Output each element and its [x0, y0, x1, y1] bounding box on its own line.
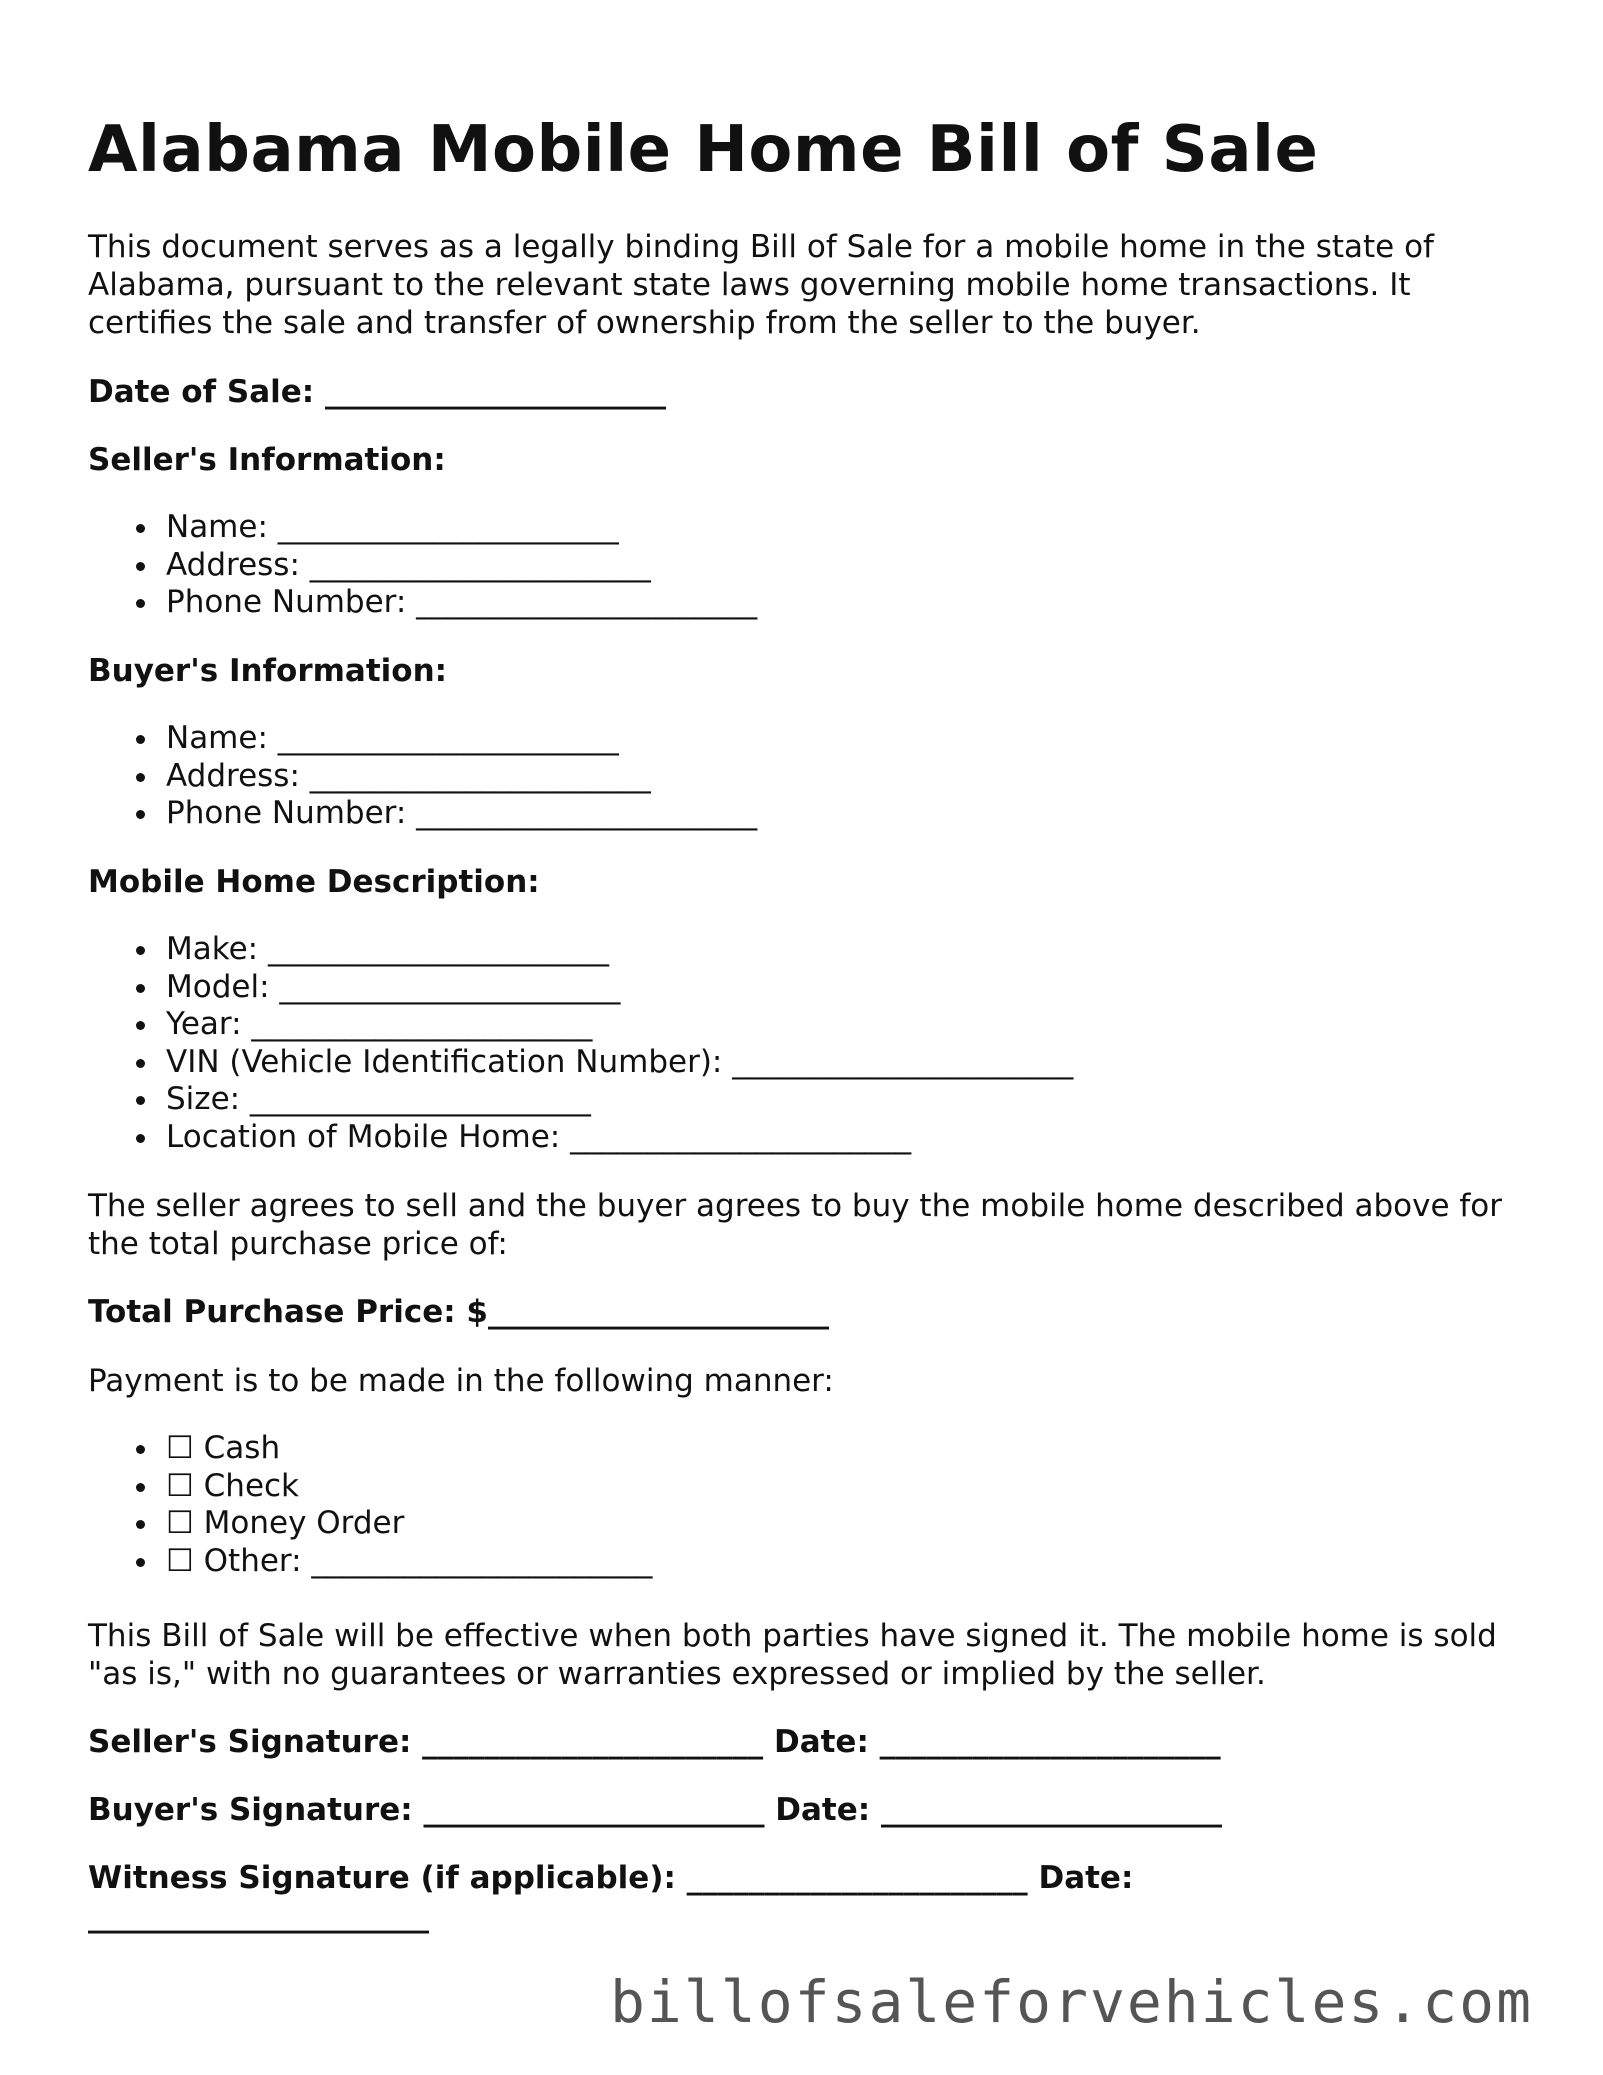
home-vin-field[interactable]: VIN (Vehicle Identification Number): ______________________ [166, 1043, 1074, 1080]
total-price-field[interactable]: Total Purchase Price: $______________________ [88, 1294, 829, 1330]
home-model-field[interactable]: Model: ______________________ [166, 969, 1073, 1007]
payment-money-order-checkbox[interactable]: ☐ Money Order [166, 1505, 652, 1543]
home-description-heading: Mobile Home Description: [88, 864, 540, 900]
buyer-signature-line[interactable]: Buyer's Signature: ______________________ Date: ______________________ [88, 1792, 1222, 1828]
document-title: Alabama Mobile Home Bill of Sale [88, 113, 1319, 187]
seller-info-list [130, 509, 757, 622]
home-location-field[interactable]: Location of Mobile Home: ______________________ [166, 1119, 1073, 1157]
payment-cash-checkbox[interactable]: ☐ Cash [166, 1430, 652, 1468]
agreement-paragraph: The seller agrees to sell and the buyer agrees to buy the mobile home described above for the total purchase price of: [88, 1188, 1503, 1262]
seller-address-field[interactable]: Address: ______________________ [166, 547, 757, 585]
buyer-info-list [130, 720, 757, 833]
payment-method-list [130, 1430, 652, 1580]
seller-info-heading: Seller's Information: [88, 442, 446, 478]
buyer-name-field[interactable]: Name: ______________________ [166, 720, 757, 758]
effective-paragraph: This Bill of Sale will be effective when both parties have signed it. The mobile home is sold "as is," with no guarantees or warranties expressed or implied by the seller. [88, 1618, 1497, 1692]
buyer-info-heading: Buyer's Information: [88, 653, 448, 689]
buyer-phone-field[interactable]: Phone Number: ______________________ [166, 795, 758, 831]
payment-intro: Payment is to be made in the following manner: [88, 1363, 834, 1399]
website-watermark: billofsaleforvehicles.com [610, 1968, 1533, 2036]
payment-check-checkbox[interactable]: ☐ Check [166, 1468, 652, 1506]
payment-other-checkbox[interactable]: ☐ Other: ______________________ [166, 1542, 653, 1579]
home-make-field[interactable]: Make: ______________________ [166, 931, 1073, 969]
home-year-field[interactable]: Year: ______________________ [166, 1006, 1073, 1044]
buyer-address-field[interactable]: Address: ______________________ [166, 758, 757, 796]
witness-signature-line[interactable]: Witness Signature (if applicable): ______________________ Date: ______________________ [88, 1860, 1134, 1934]
home-description-list [130, 931, 1073, 1156]
seller-phone-field[interactable]: Phone Number: ______________________ [166, 584, 758, 620]
date-of-sale-field[interactable]: Date of Sale: ______________________ [88, 374, 666, 410]
seller-name-field[interactable]: Name: ______________________ [166, 509, 757, 547]
intro-paragraph: This document serves as a legally binding Bill of Sale for a mobile home in the state of Alabama, pursuant to the relevant state laws governing mobile home transactions. It certifies the sale and transfer of ownership from the seller to the buyer. [88, 229, 1434, 341]
seller-signature-line[interactable]: Seller's Signature: ______________________ Date: ______________________ [88, 1724, 1221, 1760]
home-size-field[interactable]: Size: ______________________ [166, 1081, 1073, 1119]
